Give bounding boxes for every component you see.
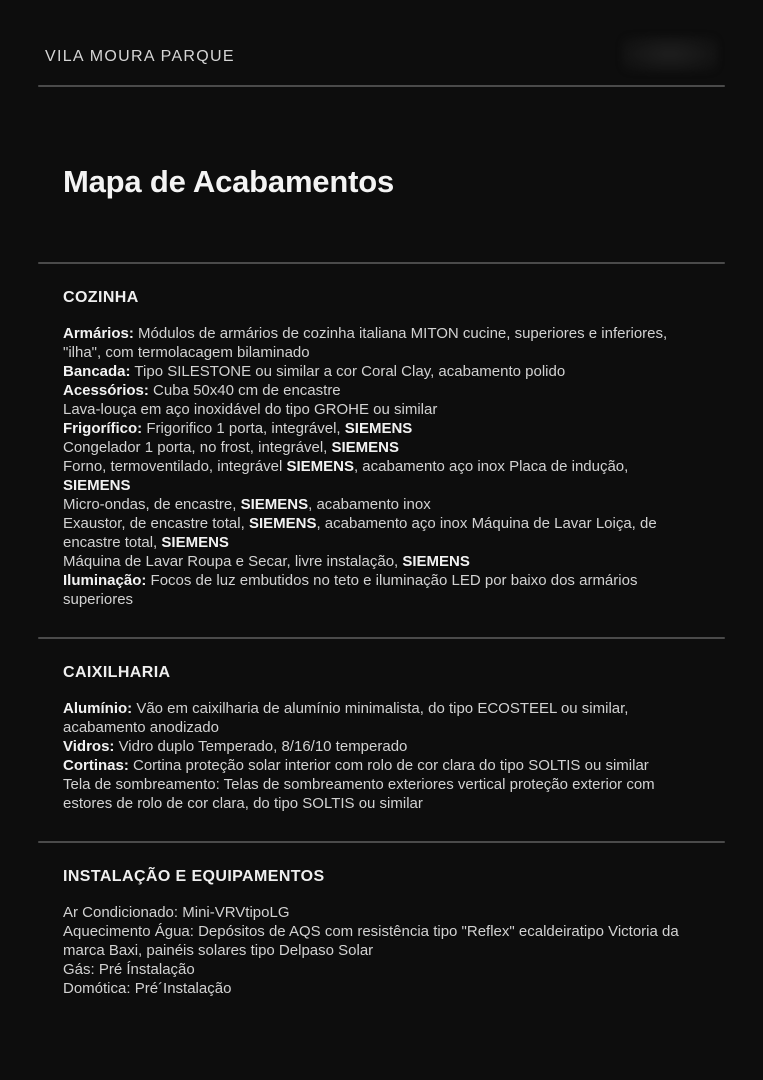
- brand-title: VILA MOURA PARQUE: [45, 48, 235, 65]
- spec-text: Ar Condicionado: Mini-VRVtipoLG: [63, 904, 290, 921]
- section-heading: INSTALAÇÃO E EQUIPAMENTOS: [63, 868, 325, 885]
- header-divider: [38, 85, 725, 87]
- spec-text: Congelador 1 porta, no frost, integrável,: [63, 439, 332, 456]
- spec-label-bold: Vidros:: [63, 738, 115, 755]
- spec-item: [63, 419, 700, 438]
- section-body: [63, 324, 700, 609]
- spec-text: marca Baxi, painéis solares tipo Delpaso Solar: [63, 942, 374, 959]
- spec-text: , acabamento aço inox Máquina de Lavar Loiça, de: [316, 515, 657, 532]
- spec-label-bold: Frigorífico:: [63, 420, 143, 437]
- spec-text: Gás: Pré Ínstalação: [63, 961, 195, 978]
- spec-text: estores de rolo de cor clara, do tipo SOLTIS ou similar: [63, 795, 423, 812]
- spec-item: [63, 737, 700, 756]
- spec-item: [63, 922, 700, 960]
- spec-text: "ilha", com termolacagem bilaminado: [63, 344, 310, 361]
- spec-item: [63, 381, 700, 400]
- spec-label-bold: SIEMENS: [240, 496, 309, 513]
- spec-text: Tipo SILESTONE ou similar a cor Coral Clay, acabamento polido: [130, 363, 566, 380]
- spec-text: Tela de sombreamento: Telas de sombreamento exteriores vertical proteção exterior com: [63, 776, 655, 793]
- spec-label-bold: SIEMENS: [286, 458, 354, 475]
- spec-item: [63, 756, 700, 775]
- spec-item: [63, 903, 700, 922]
- spec-text: Cuba 50x40 cm de encastre: [148, 382, 341, 399]
- section-instala-o-e-equipamentos: [38, 841, 725, 998]
- spec-text: Forno, termoventilado, integrável: [63, 458, 287, 475]
- spec-label-bold: Armários:: [63, 325, 134, 342]
- spec-text: encastre total,: [63, 534, 162, 551]
- spec-text: Vidro duplo Temperado, 8/16/10 temperado: [114, 738, 408, 755]
- content: [0, 163, 763, 998]
- spec-item: [63, 699, 700, 737]
- section-divider: [38, 637, 725, 639]
- spec-text: Focos de luz embutidos no teto e iluminação LED por baixo dos armários: [146, 572, 638, 589]
- section-body: [63, 903, 700, 998]
- spec-text: Domótica: Pré´Instalação: [63, 980, 232, 997]
- faint-logo-icon: [622, 36, 718, 72]
- spec-item: [63, 457, 700, 495]
- spec-label-bold: SIEMENS: [63, 477, 131, 494]
- spec-label-bold: Acessórios:: [63, 382, 149, 399]
- spec-item: [63, 979, 700, 998]
- spec-text: superiores: [63, 591, 134, 608]
- spec-text: Frigorifico 1 porta, integrável,: [142, 420, 345, 437]
- spec-text: Aquecimento Água: Depósitos de AQS com resistência tipo "Reflex" ecaldeiratipo Victoria da: [63, 923, 679, 940]
- section-heading: CAIXILHARIA: [63, 664, 171, 681]
- header: [0, 0, 763, 87]
- spec-item: [63, 362, 700, 381]
- spec-item: [63, 960, 700, 979]
- spec-item: [63, 438, 700, 457]
- spec-item: [63, 324, 700, 362]
- spec-text: Exaustor, de encastre total,: [63, 515, 249, 532]
- spec-text: acabamento anodizado: [63, 719, 219, 736]
- spec-item: [63, 571, 700, 609]
- section-divider: [38, 841, 725, 843]
- spec-label-bold: SIEMENS: [344, 420, 413, 437]
- section-divider: [38, 262, 725, 264]
- spec-text: , acabamento aço inox Placa de indução,: [353, 458, 629, 475]
- spec-item: [63, 495, 700, 514]
- spec-text: Lava-louça em aço inoxidável do tipo GROHE ou similar: [63, 401, 438, 418]
- spec-text: Módulos de armários de cozinha italiana MITON cucine, superiores e inferiores,: [133, 325, 668, 342]
- spec-label-bold: SIEMENS: [161, 534, 229, 551]
- section-heading: COZINHA: [63, 289, 139, 306]
- spec-item: [63, 775, 700, 813]
- section-caixilharia: [38, 637, 725, 813]
- spec-label-bold: Bancada:: [63, 363, 131, 380]
- section-body: [63, 699, 700, 813]
- spec-label-bold: Cortinas:: [63, 757, 129, 774]
- spec-text: Micro-ondas, de encastre,: [63, 496, 241, 513]
- spec-label-bold: Iluminação:: [63, 572, 147, 589]
- spec-label-bold: SIEMENS: [402, 553, 470, 570]
- spec-text: Máquina de Lavar Roupa e Secar, livre instalação,: [63, 553, 403, 570]
- spec-text: Cortina proteção solar interior com rolo de cor clara do tipo SOLTIS ou similar: [128, 757, 649, 774]
- spec-text: Vão em caixilharia de alumínio minimalista, do tipo ECOSTEEL ou similar,: [132, 700, 629, 717]
- section-cozinha: [38, 262, 725, 609]
- sections: [38, 262, 725, 998]
- spec-label-bold: SIEMENS: [248, 515, 317, 532]
- spec-item: [63, 400, 700, 419]
- spec-item: [63, 552, 700, 571]
- page-title: Mapa de Acabamentos: [63, 164, 394, 199]
- spec-item: [63, 514, 700, 552]
- spec-text: , acabamento inox: [308, 496, 431, 513]
- spec-label-bold: Alumínio:: [63, 700, 133, 717]
- spec-label-bold: SIEMENS: [331, 439, 400, 456]
